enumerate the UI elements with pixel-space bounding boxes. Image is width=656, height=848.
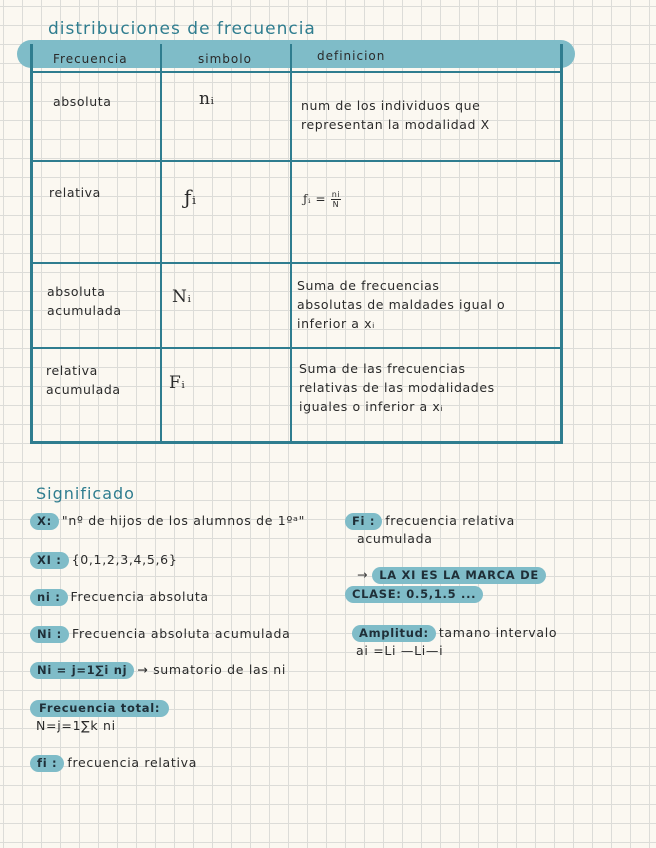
note-tag: Ni : <box>30 626 69 643</box>
note-item <box>30 699 172 734</box>
table-divider <box>33 160 561 162</box>
table-divider <box>160 44 162 441</box>
column-header: simbolo <box>198 52 252 66</box>
table-divider <box>290 44 292 441</box>
note-text: ai =Li —Li—i <box>356 643 444 658</box>
row-symbol: Fᵢ <box>169 373 186 393</box>
note-tag: Frecuencia total: <box>30 700 169 717</box>
note-tag: X: <box>30 513 59 530</box>
frequency-table <box>30 44 563 444</box>
note-tag: XI : <box>30 552 69 569</box>
note-item <box>352 624 557 659</box>
row-name: relativa acumulada <box>46 363 121 397</box>
row-name: absoluta acumulada <box>47 284 122 318</box>
note-item <box>345 566 549 603</box>
note-text: acumulada <box>357 531 433 546</box>
note-tag: LA XI ES LA MARCA DE <box>372 567 546 584</box>
note-item <box>30 754 197 772</box>
table-divider <box>33 71 561 73</box>
row-name: absoluta <box>53 94 112 109</box>
note-item <box>345 512 515 547</box>
row-symbol: nᵢ <box>199 89 215 109</box>
note-text: {0,1,2,3,4,5,6} <box>71 552 178 567</box>
note-item <box>30 588 209 606</box>
note-text: frecuencia relativa <box>67 755 198 770</box>
note-text: "nº de hijos de los alumnos de 1ºᵃ" <box>61 513 306 528</box>
note-tag: CLASE: 0.5,1.5 ... <box>345 586 483 603</box>
note-item <box>30 661 286 679</box>
note-text: Frecuencia absoluta <box>70 589 209 604</box>
row-definition: Suma de frecuencias absolutas de maldades igual o inferior a xᵢ <box>297 278 506 331</box>
column-header: definicion <box>317 49 386 63</box>
note-tag: ni : <box>30 589 68 606</box>
note-item <box>30 551 177 569</box>
row-symbol: Nᵢ <box>172 287 192 307</box>
column-header: Frecuencia <box>53 52 128 66</box>
table-divider <box>33 347 561 349</box>
row-symbol: ƒᵢ <box>184 185 197 209</box>
note-text: Frecuencia absoluta acumulada <box>71 626 291 641</box>
note-tag: Fi : <box>345 513 382 530</box>
note-text: tamano intervalo <box>438 625 558 640</box>
note-item <box>30 625 290 643</box>
note-tag: fi : <box>30 755 64 772</box>
note-text: → sumatorio de las ni <box>137 662 287 677</box>
row-name: relativa <box>49 185 101 200</box>
note-tag: Amplitud: <box>352 625 436 642</box>
row-definition: Suma de las frecuencias relativas de las modalidades iguales o inferior a xᵢ <box>299 361 495 414</box>
note-text: frecuencia relativa <box>385 513 515 528</box>
row-definition: ƒᵢ = $\frac{ni}{N}$ <box>303 190 341 209</box>
arrow-icon: → <box>357 567 369 582</box>
page-title: distribuciones de frecuencia <box>48 19 316 39</box>
row-definition: num de los individuos que representan la modalidad X <box>301 98 490 132</box>
section-heading: Significado <box>36 484 135 503</box>
note-tag: Ni = j=1∑i nj <box>30 662 134 679</box>
table-divider <box>33 262 561 264</box>
note-text: N=j=1∑k ni <box>36 718 116 733</box>
note-item <box>30 512 305 530</box>
